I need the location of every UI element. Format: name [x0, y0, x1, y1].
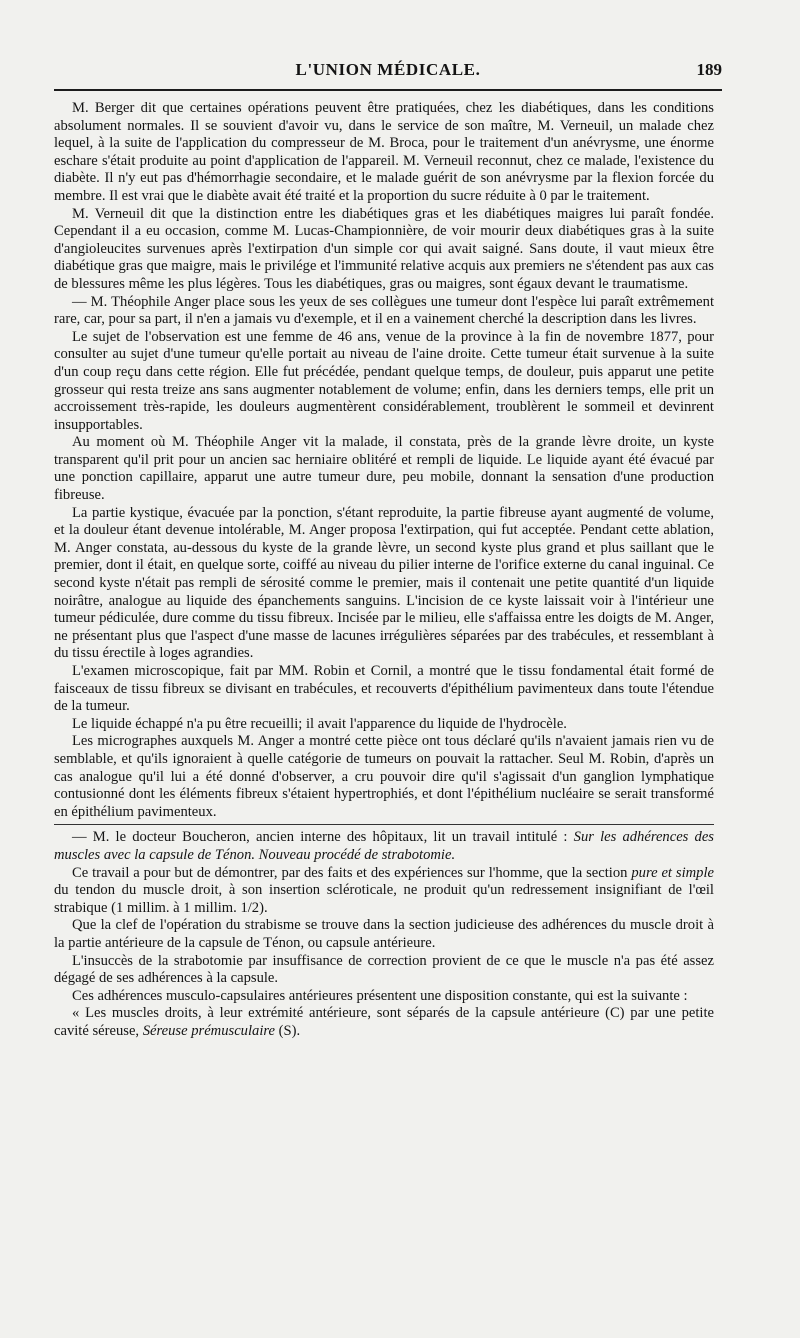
emphasis: pure et simple: [631, 864, 714, 881]
article-body: [54, 100, 714, 1040]
paragraph: M. Verneuil dit que la distinction entre les diabétiques gras et les diabétiques maigres lui paraît fondée. Cependant il a eu occasion, comme M. Lucas-Championnière, de voir mourir deux diabétiques gras à la suite d'angioleucites survenues après l'extirpation d'un simple cor qui avait saigné. Sans doute, il vaut mieux être diabétique gras que maigre, mais le privilége et l'immunité relative acquis aux premiers ne s'étendent pas aux cas de blessures même les plus légères. Tous les diabétiques, gras ou maigres, sont égaux devant le traumatisme.: [54, 205, 714, 292]
paragraph: Ces adhérences musculo-capsulaires antérieures présentent une disposition constante, qui est la suivante :: [72, 987, 688, 1004]
paragraph: [54, 865, 714, 918]
paragraph: Le sujet de l'observation est une femme de 46 ans, venue de la province à la fin de novembre 1877, pour consulter au sujet d'une tumeur qu'elle portait au niveau de l'aine droite. Cette tumeur était survenue à la suite d'un coup reçu dans cette région. Elle fut précédée, pendant quelque temps, de douleur, puis apparut une petite grosseur qui resta treize ans sans augmenter notablement de volume; enfin, dans les derniers temps, elle prit un accroissement très-rapide, les douleurs augmentèrent considérablement, troublèrent le sommeil et devinrent insupportables.: [54, 328, 714, 433]
paragraph-text: — M. le docteur Boucheron, ancien interne des hôpitaux, lit un travail intitulé :: [72, 829, 574, 846]
paragraph-boucheron: [54, 829, 714, 864]
paragraph: Au moment où M. Théophile Anger vit la malade, il constata, près de la grande lèvre droite, un kyste transparent qu'il prit pour un ancien sac herniaire oblitéré et rempli de liquide. Le liquide ayant été évacué par une ponction capillaire, apparut une autre tumeur dure, peu mobile, donnant la sensation d'une production fibreuse.: [54, 434, 714, 504]
emphasis: Séreuse prémusculaire: [142, 1022, 275, 1039]
paragraph: Les micrographes auxquels M. Anger a montré cette pièce ont tous déclaré qu'ils n'avaient jamais rien vu de semblable, et qu'ils ignoraient à quelle catégorie de tumeurs on pouvait la rattacher. Seul M. Robin, d'après un cas analogue qu'il lui a été donné d'observer, a cru pouvoir dire qu'il s'agissait d'un ganglion lymphatique contusionné dont les éléments fibreux s'étaient hypertrophiés, et dont l'épithélium nucléaire se serait transformé en épithélium pavimenteux.: [54, 733, 714, 820]
journal-title: L'UNION MÉDICALE.: [295, 60, 481, 79]
running-header: [54, 60, 722, 90]
paragraph: M. Berger dit que certaines opérations peuvent être pratiquées, chez les diabétiques, dans les conditions absolument normales. Il se souvient d'avoir vu, dans le service de son maître, M. Verneuil, un malade chez lequel, à la suite de l'application du compresseur de M. Broca, pour le traitement d'un anévrysme, une énorme eschare s'était produite au point d'application de l'appareil. M. Verneuil reconnut, chez ce malade, l'existence du diabète. Il n'y eut pas d'hémorrhagie secondaire, et le malade guérit de son anévrysme par la flexion forcée du membre. Il est vrai que le diabète avait été traité et la proportion du sucre réduite à 0 par le traitement.: [54, 100, 714, 204]
paragraph-text: du tendon du muscle droit, à son insertion scléroticale, ne produit qu'un redressement insignifiant de l'œil strabique (1 millim. à 1 millim. 1/2).: [54, 882, 714, 916]
paragraph-text: (S).: [275, 1022, 301, 1039]
paragraph: L'insuccès de la strabotomie par insuffisance de correction provient de ce que le muscle n'a pas été assez dégagé de ses adhérences à la capsule.: [54, 952, 714, 987]
paragraph: [54, 1005, 714, 1040]
paragraph: La partie kystique, évacuée par la ponction, s'étant reproduite, la partie fibreuse ayant augmenté de volume, et la douleur étant devenue intolérable, M. Anger proposa l'extirpation, qui fut acceptée. Pendant cette ablation, M. Anger constata, au-dessous du kyste de la grande lèvre, un second kyste plus grand et plus saillant que le premier, dont il était, en quelque sorte, coiffé au niveau du pilier interne de l'orifice externe du canal inguinal. Ce second kyste n'était pas rempli de sérosité comme le premier, mais il contenait une petite quantité d'un liquide noirâtre, analogue au liquide des épanchements sanguins. L'incision de ce kyste laissait voir à l'intérieur une tumeur pédiculée, dure comme du tissu fibreux. Incisée par le milieu, elle s'affaissa entre les doigts de M. Anger, ne présentant plus que l'aspect d'une masse de lacunes irrégulières séparées par des trabécules, et ressemblant à du tissu érectile à loges agrandies.: [54, 504, 714, 662]
page-number: 189: [696, 60, 722, 79]
paragraph-text: Ce travail a pour but de démontrer, par des faits et des expériences sur l'homme, que la section: [72, 864, 632, 881]
header-rule: [54, 89, 722, 91]
paragraph: — M. Théophile Anger place sous les yeux de ses collègues une tumeur dont l'espèce lui paraît extrêmement rare, car, pour sa part, il n'en a jamais vu d'exemple, et il en a vainement cherché la description dans les livres.: [54, 293, 714, 328]
paragraph: Que la clef de l'opération du strabisme se trouve dans la section judicieuse des adhérences du muscle droit à la partie antérieure de la capsule de Ténon, ou capsule antérieure.: [54, 917, 714, 951]
section-separator: [54, 824, 714, 825]
paragraph-text: « Les muscles droits, à leur extrémité antérieure, sont séparés de la capsule antérieure (C) par une petite cavité séreuse,: [54, 1005, 714, 1039]
paragraph: Le liquide échappé n'a pu être recueilli; il avait l'apparence du liquide de l'hydrocèle.: [72, 715, 567, 732]
paragraph: L'examen microscopique, fait par MM. Robin et Cornil, a montré que le tissu fondamental était formé de faisceaux de tissu fibreux se divisant en trabécules, et recouverts d'épithélium pavimenteux dans toute l'étendue de la tumeur.: [54, 663, 714, 715]
work-title: Sur les adhérences des muscles avec la capsule de Ténon. Nouveau procédé de strabotomie.: [54, 829, 714, 863]
